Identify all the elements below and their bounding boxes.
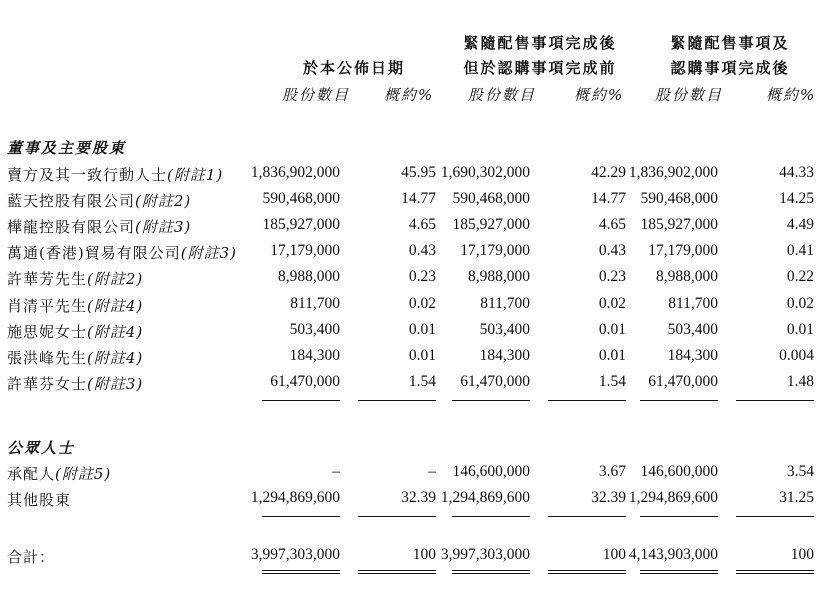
header-group1-line1: 於本公佈日期 [302,59,405,77]
holder-note: (附註4) [87,348,144,367]
row-name [7,164,223,185]
subtotal-rule-1 [262,400,340,401]
section-public-title: 公眾人士 [7,439,76,457]
cell-ap: 45.95 [401,164,436,181]
cell-bp: 0.01 [598,346,626,364]
cell-b: 185,927,000 [452,216,530,234]
cell-a: 1,836,902,000 [250,164,340,181]
total-double-rule-1 [262,570,340,574]
total-double-rule-3 [452,570,530,574]
holder-note: (附註4) [87,296,144,315]
cell-c: 1,836,902,000 [628,164,718,181]
header-group3-line2: 認購事項完成後 [670,59,790,77]
subheader-shares-2: 股份數目 [468,86,537,104]
cell-ap: 0.23 [408,268,436,286]
cell-a: 503,400 [289,320,340,338]
cell-cp: 1.48 [786,372,814,390]
pre-total-rule-2 [358,516,436,517]
total-double-rule-2 [358,570,436,574]
cell-c: 503,400 [667,320,718,338]
cell-b: 811,700 [480,294,530,312]
cell-b: 503,400 [479,320,530,338]
cell-c: 61,470,000 [648,372,718,390]
holder-name: 樺龍控股有限公司 [7,218,136,237]
cell-ap: – [428,463,436,480]
cell-c: 146,600,000 [640,463,718,480]
cell-cp: 0.02 [786,294,814,312]
cell-b: 17,179,000 [460,242,530,260]
cell-bp: 0.43 [598,242,626,260]
cell-c: 185,927,000 [640,216,718,234]
subtotal-rule-5 [640,400,718,401]
holder-name: 萬通(香港)貿易有限公司 [7,244,181,263]
holder-note: (附註2) [135,192,192,211]
holder-note: (附註2) [87,270,144,289]
cell-bp: 0.02 [598,294,626,312]
pre-total-rule-6 [736,516,814,517]
cell-cp: 31.25 [779,489,814,506]
header-group3-line1: 緊隨配售事項及 [670,34,790,52]
holder-note: (附註4) [87,322,144,341]
cell-a: 185,927,000 [262,216,340,234]
pre-total-rule-5 [640,516,718,517]
row-name [7,373,143,394]
subheader-shares-1: 股份數目 [282,86,351,104]
cell-ap: 14.77 [401,190,436,208]
subheader-approx-3: 概約% [766,86,817,104]
cell-c: 590,468,000 [640,190,718,208]
cell-b: 146,600,000 [452,463,530,480]
holder-note: (附註5) [55,465,112,483]
pre-total-rule-3 [452,516,530,517]
cell-b: 8,988,000 [468,268,530,286]
cell-b: 1,294,869,600 [440,489,530,506]
total-c: 4,143,903,000 [628,546,718,563]
cell-cp: 14.25 [779,190,814,208]
cell-bp: 3.67 [598,463,626,480]
cell-ap: 1.54 [408,372,436,390]
cell-ap: 0.01 [408,346,436,364]
row-name [7,347,143,368]
cell-ap: 0.43 [408,242,436,260]
total-double-rule-4 [548,570,626,574]
subtotal-rule-2 [358,400,436,401]
cell-a: 184,300 [289,346,340,364]
row-name [7,268,143,289]
pre-total-rule-1 [262,516,340,517]
cell-c: 184,300 [667,346,718,364]
subtotal-rule-3 [452,400,530,401]
holder-note: (附註3) [180,244,237,263]
holder-name: 藍天控股有限公司 [7,192,136,211]
cell-a: 17,179,000 [270,242,340,260]
holder-name: 施思妮女士 [7,322,88,341]
cell-bp: 32.39 [591,489,626,506]
cell-ap: 32.39 [401,489,436,506]
cell-ap: 4.65 [408,216,436,234]
pre-total-rule-4 [548,516,626,517]
holder-name: 賣方及其一致行動人士 [7,166,168,184]
total-b: 3,997,303,000 [440,546,530,563]
holder-name: 許華芬女士 [7,374,88,393]
cell-cp: 0.01 [786,320,814,338]
cell-a: 590,468,000 [262,190,340,208]
cell-bp: 14.77 [591,190,626,208]
header-group2-line1: 緊隨配售事項完成後 [463,34,617,52]
cell-cp: 0.22 [786,268,814,286]
cell-cp: 0.004 [779,346,814,364]
row-name [7,489,71,510]
cell-a: 811,700 [290,294,340,312]
row-name [7,321,143,342]
cell-a: 8,988,000 [278,268,340,286]
cell-c: 1,294,869,600 [628,489,718,506]
cell-c: 811,700 [668,294,718,312]
holder-note: (附註1) [167,166,224,184]
cell-bp: 0.23 [598,268,626,286]
cell-cp: 3.54 [786,463,814,480]
cell-bp: 42.29 [591,164,626,181]
cell-a: 61,470,000 [270,372,340,390]
total-label: 合計： [7,548,56,566]
total-ap: 100 [412,546,436,563]
cell-a: 1,294,869,600 [250,489,340,506]
holder-name: 承配人 [7,465,56,483]
cell-bp: 4.65 [598,216,626,234]
header-group2-line2: 但於認購事項完成前 [463,59,617,77]
cell-cp: 44.33 [779,164,814,181]
cell-b: 1,690,302,000 [440,164,530,181]
holder-note: (附註3) [135,218,192,237]
holder-name: 張洪峰先生 [7,348,88,367]
row-name [7,242,237,263]
subtotal-rule-6 [736,400,814,401]
subtotal-rule-4 [548,400,626,401]
cell-ap: 0.01 [408,320,436,338]
row-name [7,463,111,484]
cell-bp: 0.01 [598,320,626,338]
cell-a: – [332,463,340,480]
subheader-approx-1: 概約% [384,86,435,104]
holder-name: 其他股東 [7,491,72,509]
row-name [7,190,191,211]
holder-note: (附註3) [87,374,144,393]
section-directors-title: 董事及主要股東 [7,139,127,157]
cell-b: 184,300 [479,346,530,364]
subheader-shares-3: 股份數目 [655,86,724,104]
row-name [7,295,143,316]
subheader-approx-2: 概約% [574,86,625,104]
cell-ap: 0.02 [408,294,436,312]
cell-b: 590,468,000 [452,190,530,208]
total-double-rule-6 [736,570,814,574]
cell-c: 8,988,000 [656,268,718,286]
row-name [7,216,191,237]
holder-name: 肖清平先生 [7,296,88,315]
cell-cp: 4.49 [786,216,814,234]
cell-c: 17,179,000 [648,242,718,260]
total-a: 3,997,303,000 [250,546,340,563]
cell-b: 61,470,000 [460,372,530,390]
holder-name: 許華芳先生 [7,270,88,289]
total-bp: 100 [602,546,626,563]
cell-bp: 1.54 [598,372,626,390]
total-cp: 100 [790,546,814,563]
total-double-rule-5 [640,570,718,574]
cell-cp: 0.41 [786,242,814,260]
